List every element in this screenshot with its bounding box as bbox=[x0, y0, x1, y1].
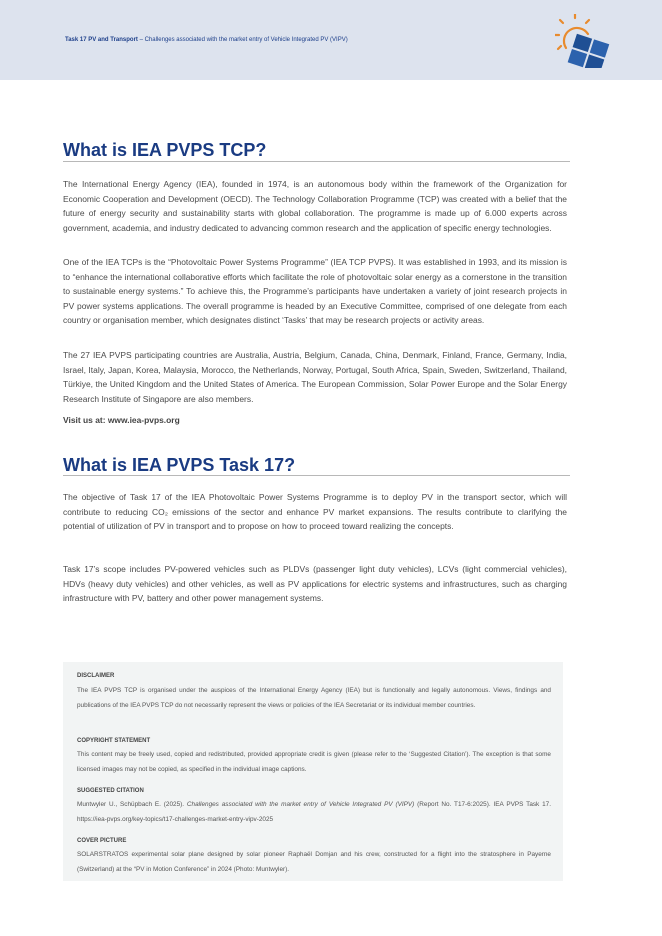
cover-picture-heading: COVER PICTURE bbox=[77, 838, 127, 844]
citation-authors: Muntwyler U., Schüpbach E. (2025). bbox=[77, 801, 187, 808]
paragraph-task17-scope: Task 17’s scope includes PV-powered vehicles such as PLDVs (passenger light duty vehicles), LCVs (light commercial vehicles), HDVs (heavy duty vehicles) and other vehicles, as well as PV applications for electric systems and infrastructures, such as charging infrastructure with PV, battery and other power management systems. bbox=[63, 564, 567, 603]
header-title-rest: – Challenges associated with the market entry of Vehicle Integrated PV (VIPV) bbox=[137, 37, 348, 43]
citation-text bbox=[77, 798, 551, 827]
copyright-heading: COPYRIGHT STATEMENT bbox=[77, 738, 151, 744]
citation-title: Challenges associated with the market entry of Vehicle Integrated PV (VIPV) bbox=[186, 801, 415, 808]
citation-rest: (Report No. T17-6:2025). IEA PVPS Task 17. https://iea-pvps.org/key-topics/t17-challenges-market-entry-vipv-2025 bbox=[77, 801, 552, 823]
section-divider bbox=[63, 475, 570, 476]
paragraph-participants: The 27 IEA PVPS participating countries are Australia, Austria, Belgium, Canada, China, Denmark, Finland, France, Germany, India, Israel, Italy, Japan, Korea, Malaysia, Morocco, the Netherlands, Norway, Portugal, South Africa, Spain, Sweden, Switzerland, Thailand, Türkiye, the United Kingdom and the United States of America. The European Commission, Solar Power Europe and the Solar Energy Research Institute of Singapore are also members. bbox=[63, 350, 567, 404]
cover-picture-text: SOLARSTRATOS experimental solar plane designed by solar pioneer Raphaël Domjan and his crew, constructed for a flight into the stratosphere in Payerne (Switzerland) at the “PV in Motion Conference” in 2024 (Photo: Muntwyler). bbox=[77, 851, 551, 873]
citation-heading: SUGGESTED CITATION bbox=[77, 788, 144, 794]
disclaimer-heading: DISCLAIMER bbox=[77, 673, 115, 679]
paragraph-task17-objective: The objective of Task 17 of the IEA Photovoltaic Power Systems Programme is to deploy PV in the transport sector, which will contribute to reducing CO₂ emissions of the sector and enhance PV market expansions. The results contribute to clarifying the potential of utilization of PV in transport and to propose on how to proceed toward realizing the concepts. bbox=[63, 492, 567, 531]
disclaimer-text: The IEA PVPS TCP is organised under the auspices of the International Energy Agency (IEA) but is functionally and legally autonomous. Views, findings and publications of the IEA PVPS TCP do not necessarily represent the views or policies of the IEA Secretariat or its individual member countries. bbox=[77, 687, 551, 709]
visit-link[interactable]: Visit us at: www.iea-pvps.org bbox=[63, 415, 180, 425]
section-heading-tcp: What is IEA PVPS TCP? bbox=[63, 140, 267, 160]
paragraph-iea-intro: The International Energy Agency (IEA), founded in 1974, is an autonomous body within the framework of the Organization for Economic Cooperation and Development (OECD). The Technology Collaboration Programme (TCP) was created with a belief that the future of energy security and sustainability starts with global collaboration. The programme is made up of 6.000 experts across government, academia, and industry dedicated to advancing common research and the application of specific energy technologies. bbox=[63, 179, 567, 233]
header-title bbox=[65, 37, 348, 43]
copyright-text: This content may be freely used, copied and redistributed, provided appropriate credit is given (please refer to the ‘Suggested Citation’). The exception is that some licensed images may not be copied, as specified in the individual image captions. bbox=[77, 751, 551, 773]
section-divider bbox=[63, 161, 570, 162]
iea-pvps-sun-panel-logo-icon bbox=[555, 14, 615, 68]
page-header bbox=[0, 0, 662, 80]
header-title-bold: Task 17 PV and Transport bbox=[65, 37, 138, 43]
paragraph-pvps-mission: One of the IEA TCPs is the “Photovoltaic Power Systems Programme” (IEA TCP PVPS). It was established in 1993, and its mission is to “enhance the international collaborative efforts which facilitate the role of photovoltaic solar energy as a cornerstone in the transition to sustainable energy systems.” To achieve this, the Programme’s participants have undertaken a variety of joint research projects in PV power systems applications. The overall programme is headed by an Executive Committee, comprised of one delegate from each country or organisation member, which designates distinct ‘Tasks’ that may be research projects or activity areas. bbox=[63, 257, 567, 325]
section-heading-task17: What is IEA PVPS Task 17? bbox=[63, 455, 296, 475]
